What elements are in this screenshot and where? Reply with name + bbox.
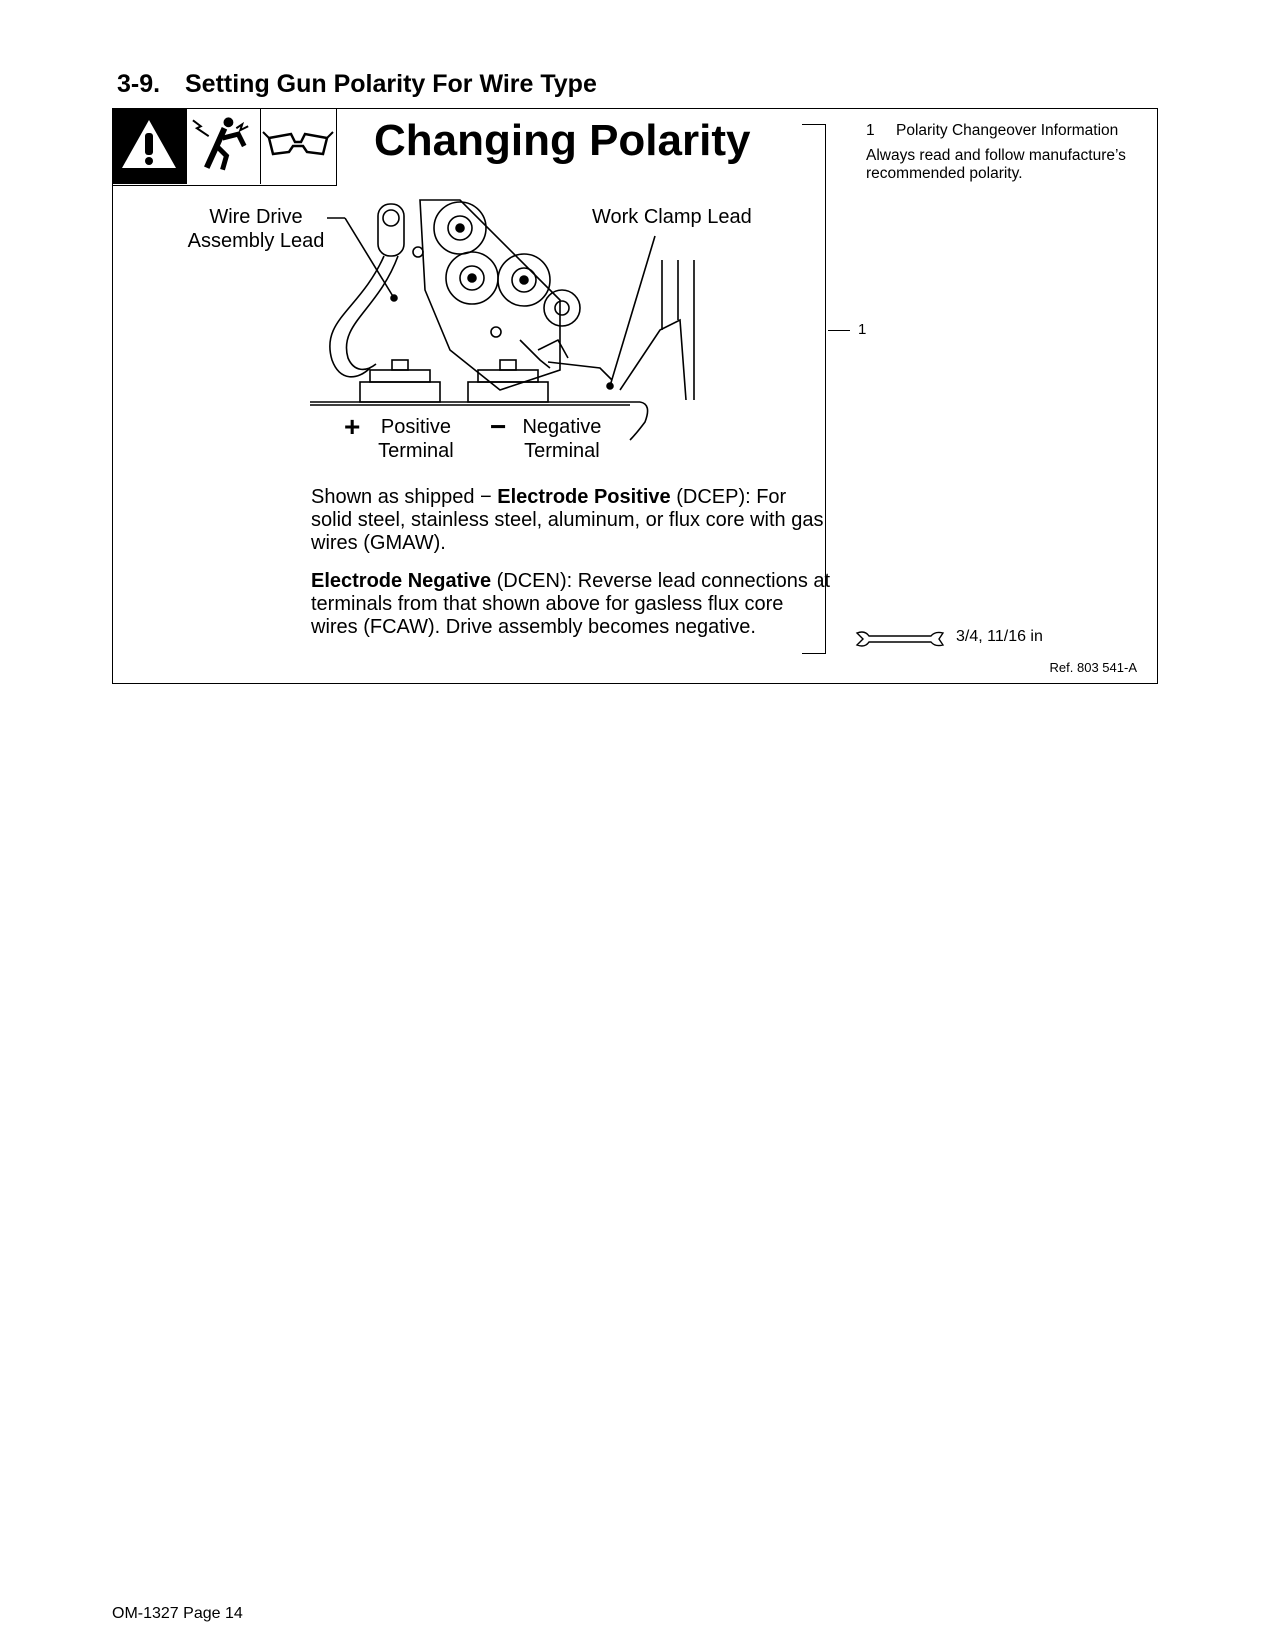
positive-sign: + <box>344 411 361 442</box>
wire-drive-assembly-lead-label: Wire Drive Assembly Lead <box>187 206 325 252</box>
positive-terminal-text: Positive Terminal <box>378 416 454 462</box>
section-number: 3-9. <box>117 70 161 98</box>
note-number: 1 <box>866 122 875 139</box>
dcep-text: (DCEP): For solid steel, stainless steel, aluminum, or flux core with gas wires (GMAW). <box>311 486 824 554</box>
dcen-paragraph <box>311 570 831 639</box>
reference-number: Ref. 803 541-A <box>1049 660 1137 675</box>
wire-drive-illustration <box>300 190 730 450</box>
callout-number: 1 <box>858 321 867 338</box>
positive-terminal-label <box>344 411 466 463</box>
negative-terminal-text: Negative Terminal <box>522 416 602 462</box>
page-footer: OM-1327 Page 14 <box>112 1605 243 1622</box>
wrench-icon <box>855 630 945 648</box>
callout-bracket <box>802 124 826 654</box>
section-heading <box>117 70 597 99</box>
dcep-paragraph <box>311 486 831 555</box>
negative-sign: − <box>490 411 507 442</box>
work-clamp-lead-label: Work Clamp Lead <box>592 206 752 228</box>
negative-terminal-label <box>490 411 612 463</box>
safety-glasses-icon <box>261 108 335 184</box>
dcen-text: (DCEN): Reverse lead connections at terminals from that shown above for gasless flux core wires (FCAW). Drive assembly becomes negative. <box>311 570 831 638</box>
note-item <box>866 122 1118 140</box>
electric-shock-icon <box>187 108 261 184</box>
safety-icon-strip <box>112 108 337 186</box>
note-text: Always read and follow manufacture’s recommended polarity. <box>866 147 1126 182</box>
dcep-lead: Shown as shipped − <box>311 486 498 508</box>
callout-tick <box>828 330 850 331</box>
warning-icon <box>112 108 187 184</box>
dcen-bold: Electrode Negative <box>311 570 492 592</box>
dcep-bold: Electrode Positive <box>497 486 671 508</box>
section-title: Setting Gun Polarity For Wire Type <box>185 70 597 98</box>
tool-size: 3/4, 11/16 in <box>956 628 1043 645</box>
panel-title: Changing Polarity <box>374 116 751 165</box>
note-title: Polarity Changeover Information <box>896 122 1119 139</box>
